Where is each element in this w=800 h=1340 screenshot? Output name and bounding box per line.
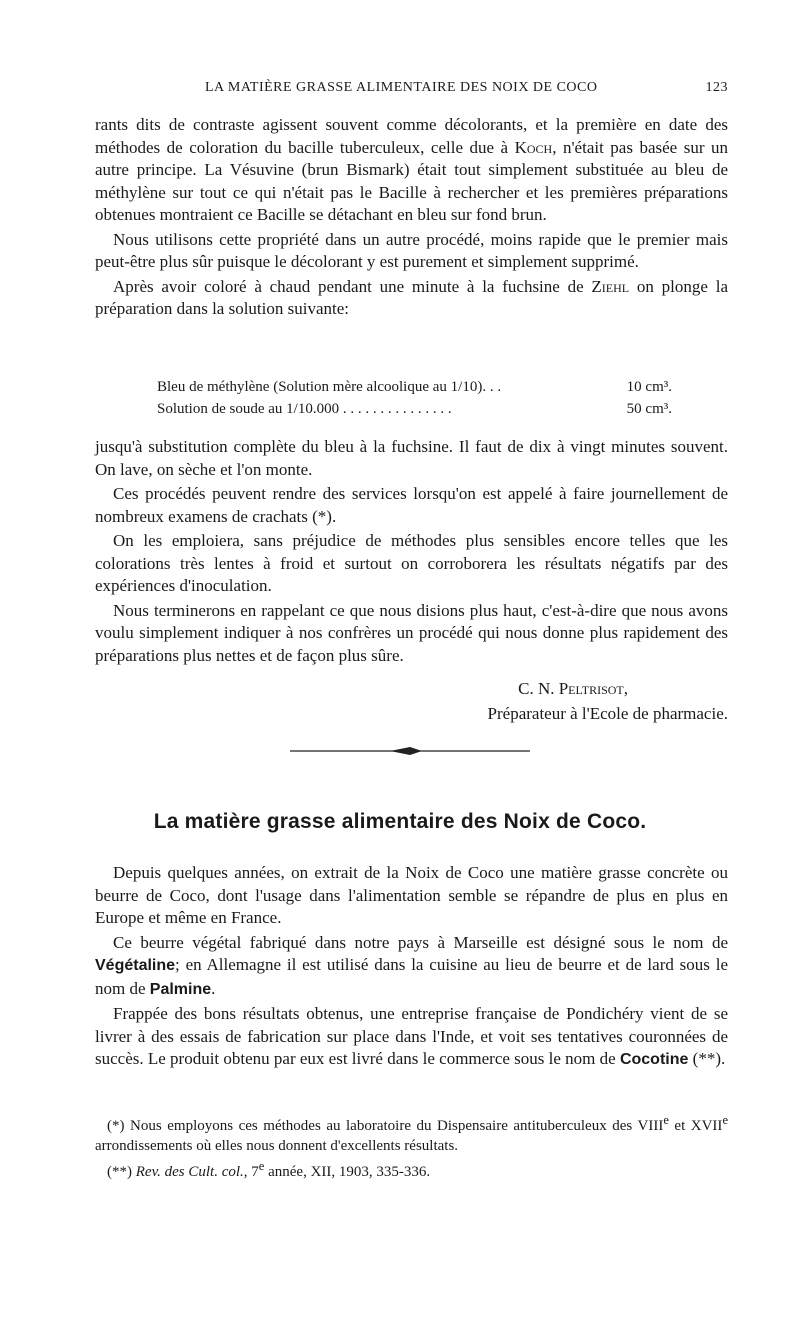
paragraph	[95, 1003, 728, 1072]
text-run: , 7	[243, 1164, 259, 1180]
signature-title: Préparateur à l'Ecole de pharmacie.	[487, 704, 728, 723]
formula-table	[157, 376, 672, 420]
text-run: Frappée des bons résultats obtenus, une entreprise française de Pondichéry vient de se livrer à des essais de fabrication sur place dans l'Inde, et voit ses tentatives couronnées de succès. Le produit obtenu par eux est livré dans le commerce sous le nom de	[95, 1004, 728, 1068]
signature-block	[488, 676, 728, 726]
product-name-palmine: Palmine	[149, 980, 212, 998]
article-continuation	[95, 114, 728, 323]
running-title: LA MATIÈRE GRASSE ALIMENTAIRE DES NOIX DE COCO	[205, 80, 598, 95]
paragraph	[95, 114, 728, 227]
product-name-cocotine: Cocotine	[619, 1051, 689, 1068]
article-title: La matière grasse alimentaire des Noix de Coco.	[153, 810, 647, 833]
article-continuation-2	[95, 436, 728, 669]
footnote-marker: (*)	[107, 1118, 125, 1134]
paragraph: Depuis quelques années, on extrait de la Noix de Coco une matière grasse concrète ou beurre de Coco, dont l'usage dans l'alimentation semble se répandre de plus en plus en Europe et même en France.	[95, 863, 728, 927]
text-run: .	[211, 978, 216, 998]
formula-row	[157, 376, 672, 398]
text-run: arrondissements où elles nous donnent d'excellents résultats.	[95, 1138, 459, 1154]
article-body	[95, 862, 728, 1074]
product-name-vegetaline: Végétaline	[95, 957, 176, 974]
text-run: Nous employons ces méthodes au laboratoire du Dispensaire antituberculeux des VIII	[124, 1118, 664, 1134]
formula-label: Bleu de méthylène (Solution mère alcoolique au 1/10). . .	[157, 379, 502, 395]
footnotes	[95, 1110, 728, 1182]
text-run: rants dits de contraste agissent souvent comme décolorants, et la première en date des méthodes de coloration du bacille tuberculeux, celle due à	[95, 115, 728, 157]
section-divider-ornament	[290, 744, 530, 758]
superscript: e	[722, 1113, 728, 1127]
superscript: e	[663, 1113, 669, 1127]
text-run: on plonge la préparation dans la solution suivante:	[95, 276, 728, 318]
formula-label: Solution de soude au 1/10.000 . . . . . . . . . . . . . . .	[157, 401, 452, 417]
paragraph: Nous utilisons cette propriété dans un autre procédé, moins rapide que le premier mais peut-être plus sûr puisque le décolorant y est purement et simplement supprimé.	[95, 229, 728, 271]
paragraph: On les emploiera, sans préjudice de méthodes plus sensibles encore telles que les colorations très lentes à froid et surtout on corroborera les résultats négatifs par des expériences d'inoculation.	[95, 531, 728, 595]
footnote-2	[95, 1156, 728, 1182]
formula-amount: 50 cm³.	[626, 401, 672, 417]
journal-reference: Rev. des Cult. col.	[132, 1164, 244, 1180]
footnote-marker: (**)	[107, 1164, 132, 1180]
text-run: (**).	[688, 1049, 726, 1068]
formula-row	[157, 398, 672, 420]
paragraph	[95, 276, 728, 321]
superscript: e	[258, 1159, 265, 1173]
author-name-ziehl: Ziehl	[591, 276, 630, 296]
page-number: 123	[705, 80, 728, 95]
formula-amount: 10 cm³.	[626, 379, 672, 395]
text-run: , n'était pas basée sur un autre principe. La Vésuvine (brun Bismark) était tout simplement substituée au bleu de méthylène sur tout ce qui n'était pas le Bacille à rechercher et les premières préparations obtenues montraient ce Bacille se détachant en bleu sur fond brun.	[95, 137, 729, 224]
footnote-1	[95, 1110, 728, 1156]
text-run: année, XII, 1903, 335-336.	[264, 1164, 431, 1180]
paragraph: Nous terminerons en rappelant ce que nous disions plus haut, c'est-à-dire que nous avons voulu simplement indiquer à nos confrères un procédé qui nous donne plus rapidement des préparations plus nettes et de façon plus sûre.	[95, 600, 728, 665]
paragraph: jusqu'à substitution complète du bleu à la fuchsine. Il faut de dix à vingt minutes souvent. On lave, on sèche et l'on monte.	[95, 437, 728, 479]
text-run: Ce beurre végétal fabriqué dans notre pays à Marseille est désigné sous le nom de	[113, 932, 728, 952]
text-run: Après avoir coloré à chaud pendant une minute à la fuchsine de	[113, 276, 592, 296]
author-name-koch: Koch	[514, 137, 553, 157]
signature-name: C. N. Peltrisot,	[518, 679, 628, 698]
text-run: et XVII	[668, 1118, 723, 1134]
paragraph: Ces procédés peuvent rendre des services lorsqu'on est appelé à faire journellement de nombreux examens de crachats (*).	[95, 484, 728, 526]
paragraph	[95, 932, 728, 1002]
text-run: ; en Allemagne il est utilisé dans la cuisine au lieu de beurre et de lard sous le nom de	[95, 955, 728, 998]
